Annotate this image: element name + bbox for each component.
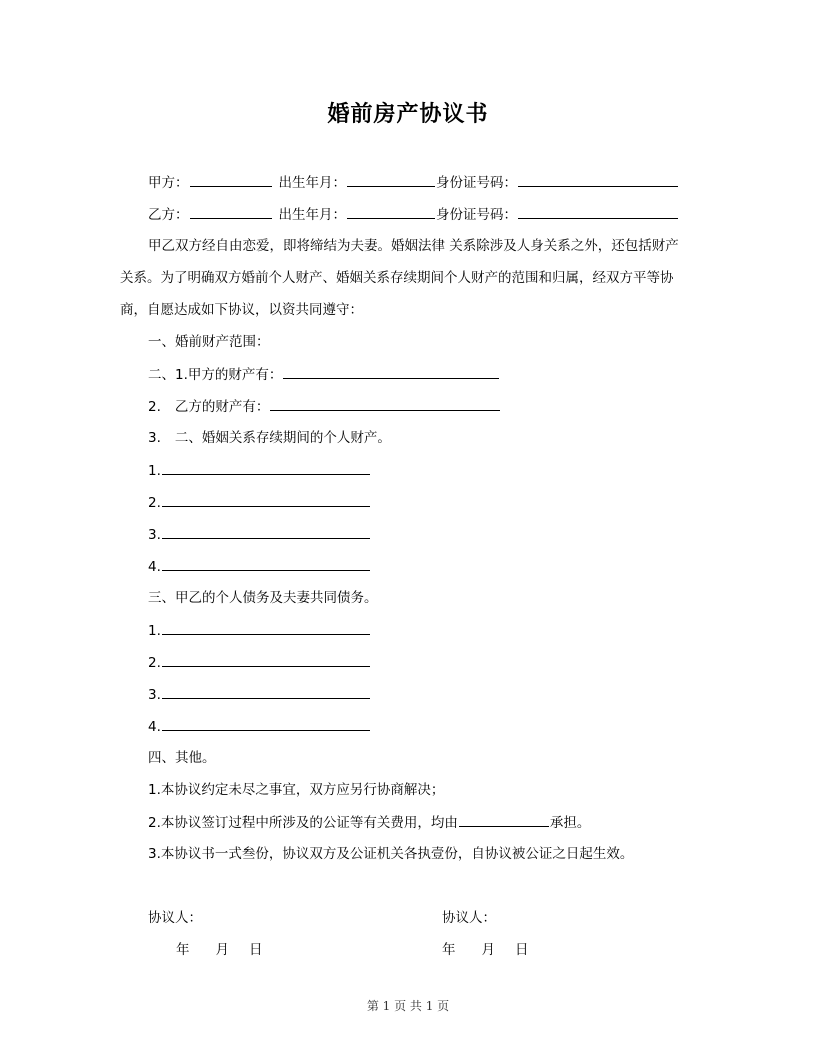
a-property-line	[148, 364, 500, 385]
party-a-id-blank[interactable]	[518, 172, 678, 187]
item-number: 3.	[148, 687, 161, 703]
other-clause-2-text: 2.本协议签订过程中所涉及的公证等有关费用，均由	[148, 815, 458, 831]
party-a-label: 甲方：	[148, 175, 189, 191]
section-2-item	[148, 492, 371, 513]
date-day: 日	[249, 942, 263, 958]
party-b-name-blank[interactable]	[190, 204, 272, 219]
intro-line-1: 甲乙双方经自由恋爱，即将缔结为夫妻。婚姻法律 关系除涉及人身关系之外，还包括财产	[148, 238, 679, 254]
section-2-item	[148, 460, 371, 481]
item-number: 4.	[148, 719, 161, 735]
section-3-item	[148, 620, 371, 641]
intro-line-2: 关系。为了明确双方婚前个人财产、婚姻关系存续期间个人财产的范围和归属，经双方平等协	[120, 270, 674, 286]
date-year: 年	[176, 942, 190, 958]
section-4-heading: 四、其他。	[148, 750, 216, 766]
party-a-id-label: 身份证号码：	[436, 175, 517, 191]
other-clause-2-suffix: 承担。	[549, 815, 591, 831]
b-property-label: 乙方的财产有：	[174, 399, 270, 415]
section-2-number: 3.	[148, 430, 161, 446]
item-blank[interactable]	[162, 556, 370, 571]
item-blank[interactable]	[162, 716, 370, 731]
section-3-heading: 三、甲乙的个人债务及夫妻共同债务。	[148, 590, 378, 606]
section-2-label: 二、婚姻关系存续期间的个人财产。	[174, 430, 391, 446]
other-clause-3: 3.本协议书一式叁份，协议双方及公证机关各执壹份，自协议被公证之日起生效。	[148, 846, 634, 862]
other-clause-1: 1.本协议约定未尽之事宜，双方应另行协商解决；	[148, 782, 445, 798]
party-b-id-label: 身份证号码：	[436, 207, 517, 223]
party-b-birth-blank[interactable]	[347, 204, 435, 219]
section-2-item	[148, 556, 371, 577]
party-a-name-blank[interactable]	[190, 172, 272, 187]
date-right	[442, 940, 529, 960]
date-year: 年	[442, 942, 456, 958]
party-a-birth-blank[interactable]	[347, 172, 435, 187]
item-blank[interactable]	[162, 524, 370, 539]
signatory-left-label: 协议人：	[148, 910, 202, 926]
date-day: 日	[515, 942, 529, 958]
b-property-line	[148, 396, 501, 417]
signatory-right-label: 协议人：	[442, 910, 496, 926]
item-blank[interactable]	[162, 652, 370, 667]
document-title: 婚前房产协议书	[327, 101, 489, 127]
intro-line-3: 商，自愿达成如下协议，以资共同遵守：	[120, 302, 363, 318]
party-b-id-blank[interactable]	[518, 204, 678, 219]
item-blank[interactable]	[162, 620, 370, 635]
section-3-item	[148, 716, 371, 737]
section-2-item	[148, 524, 371, 545]
party-b-line	[148, 204, 679, 225]
date-left	[176, 940, 263, 960]
page-footer: 第 1 页 共 1 页	[366, 999, 450, 1013]
b-property-blank[interactable]	[270, 396, 500, 411]
item-blank[interactable]	[162, 684, 370, 699]
section-2-heading	[148, 428, 391, 448]
item-number: 4.	[148, 559, 161, 575]
b-property-number: 2.	[148, 399, 161, 415]
date-month: 月	[481, 942, 495, 958]
item-number: 1.	[148, 623, 161, 639]
party-b-label: 乙方：	[148, 207, 189, 223]
item-number: 2.	[148, 655, 161, 671]
date-month: 月	[215, 942, 229, 958]
section-1-heading: 一、婚前财产范围：	[148, 334, 270, 350]
a-property-blank[interactable]	[283, 364, 499, 379]
section-3-item	[148, 652, 371, 673]
item-number: 2.	[148, 495, 161, 511]
party-a-birth-label: 出生年月：	[278, 175, 346, 191]
party-a-line	[148, 172, 679, 193]
item-number: 3.	[148, 527, 161, 543]
party-b-birth-label: 出生年月：	[278, 207, 346, 223]
item-blank[interactable]	[162, 460, 370, 475]
fee-bearer-blank[interactable]	[459, 812, 549, 827]
a-property-label: 二、1.甲方的财产有：	[148, 367, 283, 383]
item-number: 1.	[148, 463, 161, 479]
section-3-item	[148, 684, 371, 705]
item-blank[interactable]	[162, 492, 370, 507]
other-clause-2	[148, 812, 590, 833]
